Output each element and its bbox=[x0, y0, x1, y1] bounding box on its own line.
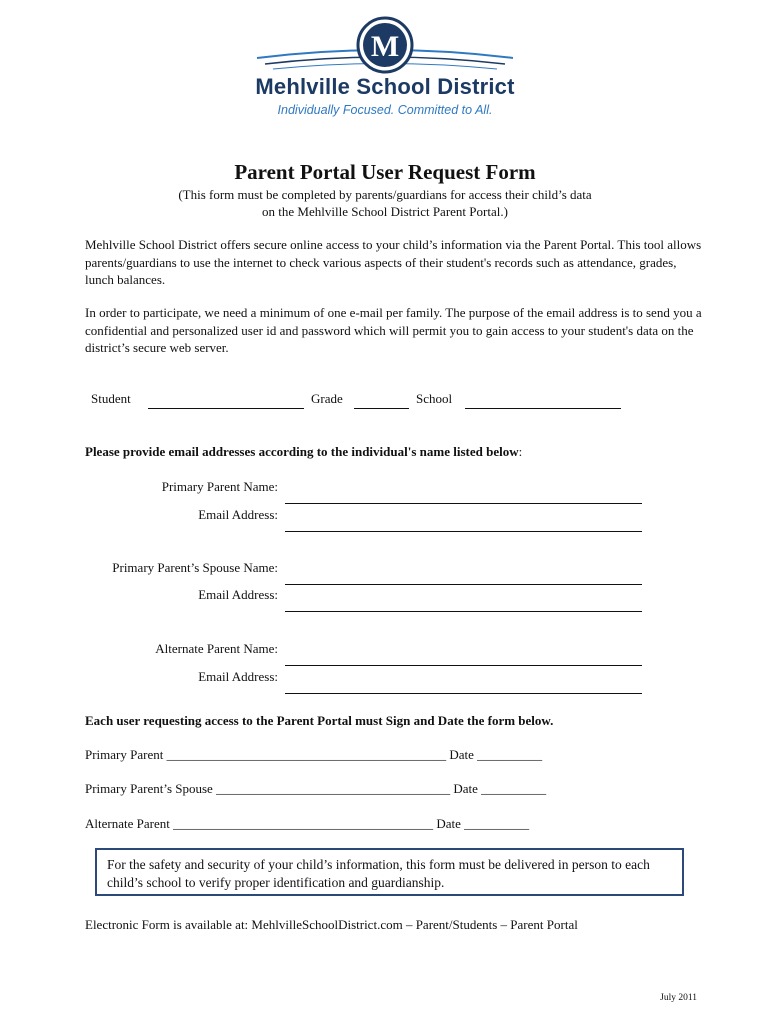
email-paragraph: In order to participate, we need a minimum of one e-mail per family. The purpose of the email address is to send you a confidential and personalized user id and password which will permit you to gain access to your student's data on the district’s secure web server. bbox=[85, 305, 702, 355]
intro-paragraph: Mehlville School District offers secure online access to your child’s information via the Parent Portal. This tool allows parents/guardians to use the internet to check various aspects of their student's records such as attendance, grades, lunch balances. bbox=[85, 237, 702, 287]
alternate-parent-signature-line[interactable]: Alternate Parent ________________________________________ Date __________ bbox=[85, 816, 530, 831]
form-subtitle bbox=[0, 186, 770, 220]
email-instructions-bold: Please provide email addresses according to the individual's name listed below bbox=[85, 444, 519, 459]
student-input-line[interactable] bbox=[148, 408, 304, 409]
school-label: School bbox=[416, 391, 453, 406]
student-label: Student bbox=[91, 391, 131, 406]
email-instructions-colon: : bbox=[518, 444, 523, 459]
spouse-email-label: Email Address: bbox=[198, 587, 278, 602]
school-input-line[interactable] bbox=[465, 408, 621, 409]
primary-email-label: Email Address: bbox=[198, 507, 278, 522]
delivery-notice-box: For the safety and security of your child’s information, this form must be delivered in person to each child’s school to verify proper identification and guardianship. bbox=[95, 848, 684, 896]
logo-letter: M bbox=[370, 30, 400, 63]
primary-parent-name-label: Primary Parent Name: bbox=[161, 479, 278, 494]
spouse-name-field[interactable] bbox=[285, 584, 642, 585]
grade-input-line[interactable] bbox=[354, 408, 409, 409]
primary-parent-signature-line[interactable]: Primary Parent ___________________________________________ Date __________ bbox=[85, 747, 543, 762]
email-instructions bbox=[85, 444, 522, 460]
district-tagline: Individually Focused. Committed to All. bbox=[277, 103, 493, 117]
alternate-parent-name-field[interactable] bbox=[285, 665, 642, 666]
primary-parent-name-field[interactable] bbox=[285, 503, 642, 504]
electronic-form-info: Electronic Form is available at: MehlvilleSchoolDistrict.com – Parent/Students – Parent Portal bbox=[85, 917, 578, 932]
subtitle-line-2: on the Mehlville School District Parent Portal.) bbox=[262, 204, 508, 219]
district-name: Mehlville School District bbox=[255, 74, 515, 99]
grade-label: Grade bbox=[311, 391, 343, 406]
alternate-email-label: Email Address: bbox=[198, 669, 278, 684]
spouse-signature-line[interactable]: Primary Parent’s Spouse ____________________________________ Date __________ bbox=[85, 781, 547, 796]
signature-heading: Each user requesting access to the Parent Portal must Sign and Date the form below. bbox=[85, 713, 554, 728]
primary-email-field[interactable] bbox=[285, 531, 642, 532]
spouse-name-label: Primary Parent’s Spouse Name: bbox=[112, 560, 278, 575]
alternate-parent-name-label: Alternate Parent Name: bbox=[155, 641, 278, 656]
footer-date: July 2011 bbox=[660, 993, 697, 1003]
alternate-email-field[interactable] bbox=[285, 693, 642, 694]
form-title: Parent Portal User Request Form bbox=[234, 160, 536, 184]
spouse-email-field[interactable] bbox=[285, 611, 642, 612]
district-logo bbox=[255, 14, 515, 76]
subtitle-line-1: (This form must be completed by parents/guardians for access their child’s data bbox=[178, 187, 592, 202]
